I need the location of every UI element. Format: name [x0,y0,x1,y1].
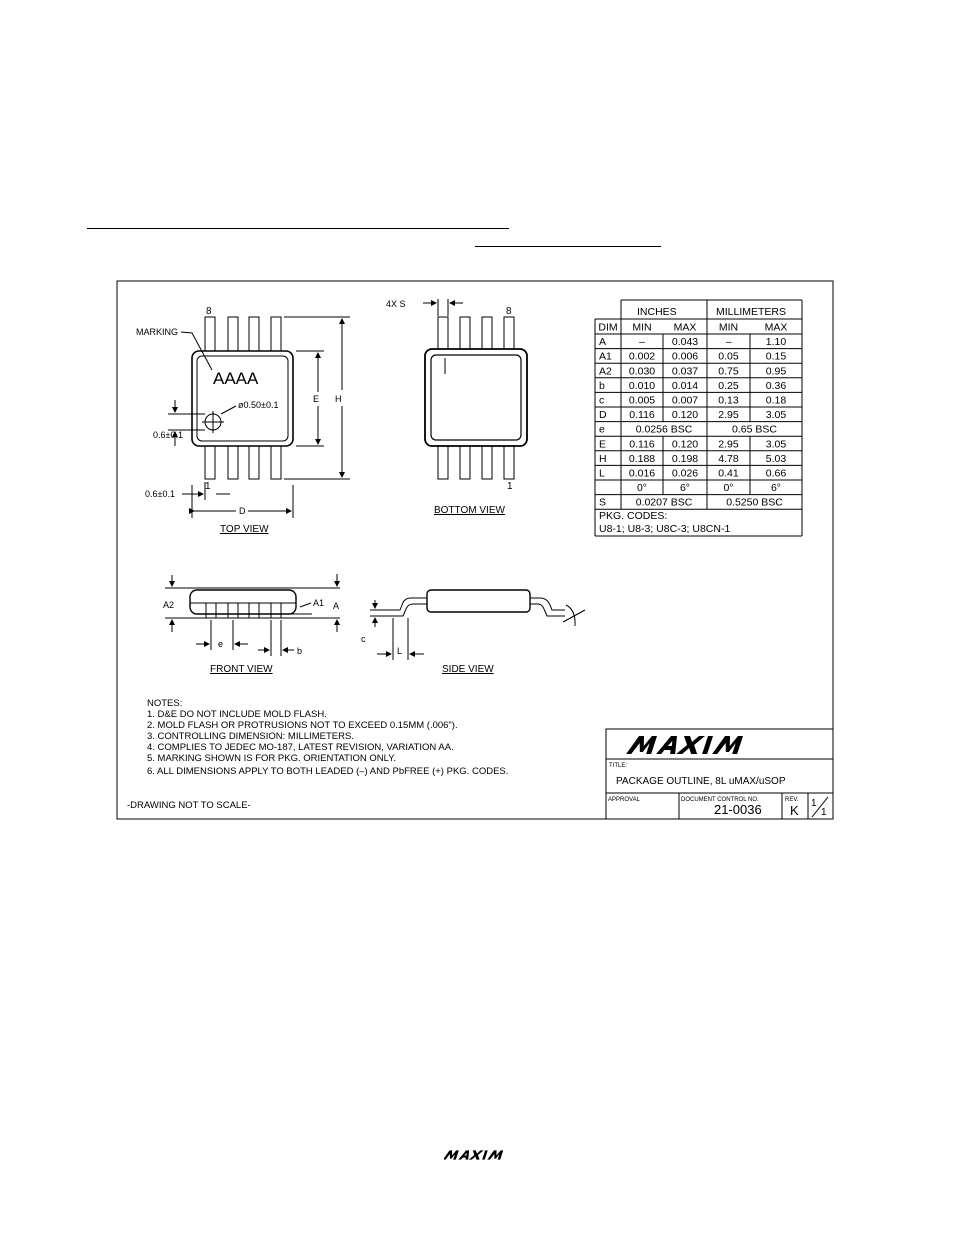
note-5: 5. MARKING SHOWN IS FOR PKG. ORIENTATION ONLY. [147,753,396,764]
table-header-2: MAX [673,321,697,334]
bottom-view-caption: BOTTOM VIEW [434,505,505,516]
dim-A2-label: A2 [163,600,175,610]
table-cell-value: 0.15 [765,350,787,363]
table-header-4: MAX [764,321,788,334]
table-cell-value: 0.05 [718,350,739,363]
table-cell-value: 0.026 [671,467,699,480]
note-1: 1. D&E DO NOT INCLUDE MOLD FLASH. [147,709,327,720]
maxim-logo-icon [626,736,743,754]
table-cell-value: 0.41 [718,467,739,480]
table-cell-mm-bsc: 0.65 BSC [732,423,777,436]
dim-e-label: e [218,639,224,649]
table-header-1: MIN [632,321,652,334]
marking-text: AAAA [213,369,259,388]
table-cell-value: 0° [723,482,734,495]
table-cell-value: 3.05 [765,438,787,451]
table-cell-dim: H [599,452,607,465]
table-cell-value: 0.120 [671,438,699,451]
side-view-caption: SIDE VIEW [442,664,494,675]
table-cell-value: 0.037 [671,365,699,378]
table-cell-value: 1.10 [765,336,787,349]
table-cell-value: 0.002 [628,350,656,363]
top-view [168,317,350,518]
table-cell-value: 0.18 [765,394,787,407]
side-view [370,590,585,660]
dim-c-label: c [361,634,366,644]
table-cell-value: 0.13 [718,394,739,407]
table-cell-value: 0.75 [718,365,739,378]
table-cell-value: 4.78 [718,452,739,465]
dim-D-label: D [239,506,246,516]
table-cell-dim: e [599,423,605,436]
pkg-codes: U8-1; U8-3; U8C-3; U8CN-1 [599,523,731,535]
table-cell-value: 3.05 [765,409,787,422]
table-cell-value: 0.36 [765,379,787,392]
dim-H-label: H [335,394,342,404]
dimension-table-cells [598,322,787,509]
table-cell-value: 0.006 [671,350,699,363]
table-cell-value: 2.95 [718,409,739,422]
rev-value: K [790,803,799,818]
table-header-0: DIM [598,321,618,334]
table-cell-value: 0.25 [718,379,739,392]
note-3: 3. CONTROLLING DIMENSION: MILLIMETERS. [147,731,354,742]
table-cell-value: 0.120 [671,409,699,422]
front-view [165,574,340,656]
table-cell-inches-bsc: 0.0256 BSC [635,423,693,436]
table-cell-value: 0.014 [671,379,699,392]
marking-label: MARKING [136,327,179,337]
table-cell-value: 0.005 [628,394,656,407]
table-cell-value: 0.198 [671,452,699,465]
table-cell-value: 0.116 [629,438,655,451]
title-text: PACKAGE OUTLINE, 8L uMAX/uSOP [616,776,786,787]
table-cell-dim: L [599,467,605,480]
table-cell-value: 0.007 [671,394,699,407]
note-6: 6. ALL DIMENSIONS APPLY TO BOTH LEADED (–) AND PbFREE (+) PKG. CODES. [147,766,509,777]
front-view-caption: FRONT VIEW [210,664,273,675]
table-cell-value: 0.95 [765,365,787,378]
sheet-numerator: 1 [811,798,817,809]
table-cell-value: 0° [636,482,648,495]
note-4: 4. COMPLIES TO JEDEC MO-187, LATEST REVISION, VARIATION AA. [147,742,454,753]
dim-4xs: 4X S [386,299,406,309]
table-cell-value: 0.010 [628,379,656,392]
table-group-inches: INCHES [637,306,677,318]
table-cell-dim: b [599,379,605,392]
dim-b-label: b [297,646,303,656]
not-to-scale: -DRAWING NOT TO SCALE- [127,800,251,811]
table-cell-value: 0.030 [628,365,656,378]
table-cell-value: 6° [770,482,782,495]
doc-control-label: DOCUMENT CONTROL NO. [681,797,759,803]
title-label: TITLE: [609,763,628,769]
table-header-3: MIN [718,321,739,334]
table-cell-value: 0.66 [765,467,787,480]
notes-title: NOTES: [147,698,183,709]
dim-06-lead: 0.6±0.1 [145,489,175,499]
doc-number: 21-0036 [714,802,762,817]
top-pin8: 8 [206,306,212,317]
table-cell-value: 6° [679,482,691,495]
table-cell-dim: A1 [599,350,612,363]
table-group-mm: MILLIMETERS [716,306,787,318]
note-2: 2. MOLD FLASH OR PROTRUSIONS NOT TO EXCEED 0.15MM (.006"). [147,720,458,731]
table-cell-dim: D [599,409,607,422]
dim-L-label: L [397,646,403,656]
dia-label: ø0.50±0.1 [238,400,279,410]
table-cell-value: 0.116 [629,409,655,422]
table-cell-value: 0.188 [628,452,656,465]
top-view-caption: TOP VIEW [220,524,269,535]
rev-label: REV. [785,797,799,803]
dim-A1-label: A1 [313,598,325,608]
table-cell-dim: A [599,336,607,349]
table-cell-dim: c [599,394,605,407]
sheet-denominator: 1 [821,807,827,818]
table-cell-inches-bsc: 0.0207 BSC [635,496,693,509]
bottom-pin1: 1 [507,481,513,492]
table-cell-value: – [639,336,645,349]
table-cell-mm-bsc: 0.5250 BSC [726,496,783,509]
table-cell-value: – [725,336,732,349]
dim-E-label: E [313,394,320,404]
table-cell-dim: A2 [599,365,612,378]
table-cell-value: 5.03 [765,452,787,465]
dim-A-label: A [333,601,340,611]
table-cell-value: 0.016 [628,467,656,480]
footer-maxim-logo-icon [444,1148,506,1162]
table-cell-value: 0.043 [671,336,699,349]
approval-label: APPROVAL [608,797,640,803]
bottom-view [423,299,527,479]
table-cell-dim: S [599,496,607,509]
top-pin1: 1 [205,481,211,492]
bottom-pin8: 8 [506,306,512,317]
table-cell-dim: E [599,438,607,451]
table-cell-value: 2.95 [718,438,739,451]
pkg-codes-label: PKG. CODES: [599,510,668,522]
dim-06-vertical: 0.6±0.1 [153,430,183,440]
